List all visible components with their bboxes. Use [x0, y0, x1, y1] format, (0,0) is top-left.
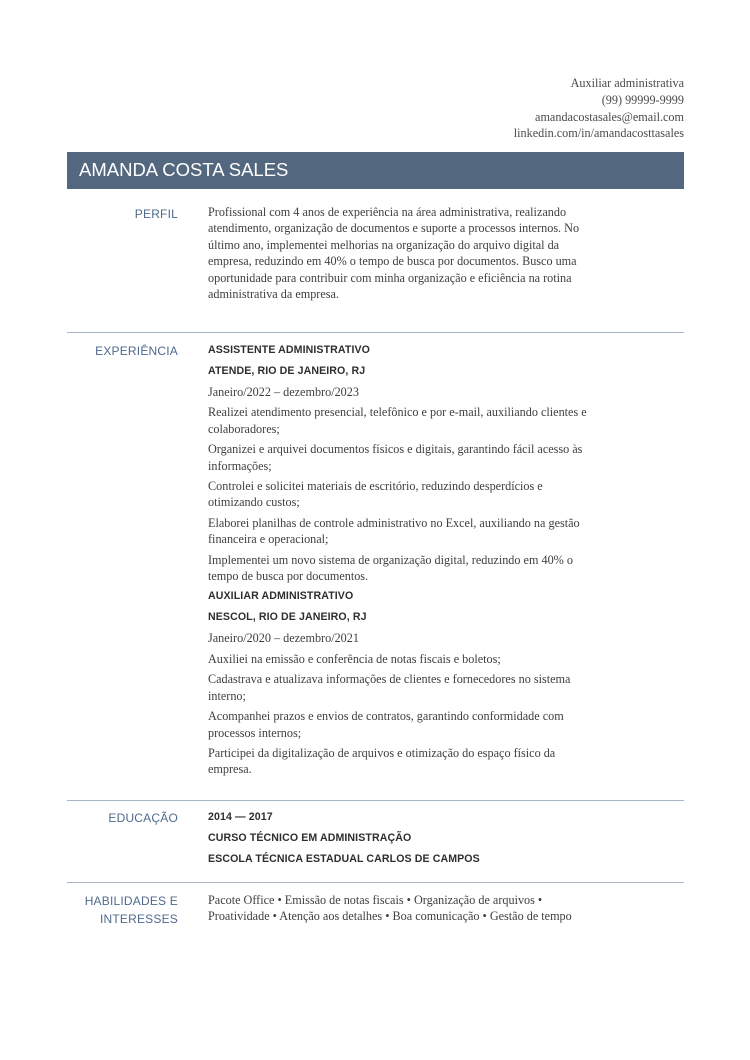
education-course: CURSO TÉCNICO EM ADMINISTRAÇÃO — [208, 832, 412, 844]
job-bullet: Cadastrava e atualizava informações de clientes e fornecedores no sistema interno; — [208, 672, 571, 703]
divider-profile — [67, 332, 684, 333]
job-entry — [208, 588, 590, 777]
education-section — [208, 809, 590, 872]
education-years: 2014 — 2017 — [208, 811, 273, 823]
section-label-skills-line2: INTERESSES — [99, 912, 178, 926]
job-title: AUXILIAR ADMINISTRATIVO — [208, 590, 354, 603]
job-title: ASSISTENTE ADMINISTRATIVO — [208, 344, 371, 356]
job-bullet: Acompanhei prazos e envios de contratos, garantindo conformidade com processos internos; — [208, 709, 564, 740]
job-role: Auxiliar administrativa — [570, 76, 684, 90]
job-bullet: Controlei e solicitei materiais de escritório, reduzindo desperdícios e otimizando custos; — [208, 479, 543, 510]
section-label-skills — [67, 892, 178, 928]
profile-section — [208, 204, 588, 302]
section-label-experience: EXPERIÊNCIA — [95, 344, 178, 358]
email-address: amandacostasales@email.com — [535, 109, 684, 124]
education-school: ESCOLA TÉCNICA ESTADUAL CARLOS DE CAMPOS — [208, 853, 480, 865]
section-label-education: EDUCAÇÃO — [108, 811, 178, 825]
divider-education — [67, 882, 684, 883]
job-dates: Janeiro/2020 – dezembro/2021 — [208, 631, 359, 646]
job-bullet: Realizei atendimento presencial, telefônico e por e-mail, auxiliando clientes e colaboradores; — [208, 405, 587, 436]
job-bullet: Organizei e arquivei documentos físicos e digitais, garantindo fácil acesso às informações; — [208, 442, 583, 473]
linkedin-url: linkedin.com/in/amandacosttasales — [513, 126, 684, 141]
profile-text: Profissional com 4 anos de experiência na área administrativa, realizando atendimento, organização de documentos e suporte a processos internos. No último ano, implementei melhorias na organização do arquivo digital da empresa, reduzindo em 40% o tempo de busca por documentos. Busco uma oportunidade para contribuir com minha organização e eficiência na rotina administrativa da empresa. — [208, 205, 580, 302]
skills-section — [208, 892, 580, 925]
divider-experience — [67, 800, 684, 801]
job-entry — [208, 342, 590, 584]
skills-text: Pacote Office • Emissão de notas fiscais • Organização de arquivos • Proatividade • Atenção aos detalhes • Boa comunicação • Gestão de tempo — [208, 893, 572, 924]
job-bullet: Implementei um novo sistema de organização digital, reduzindo em 40% o tempo de busca por documentos. — [208, 552, 573, 584]
experience-section — [208, 342, 590, 782]
section-label-skills-line1: HABILIDADES E — [84, 894, 178, 908]
section-label-profile: PERFIL — [134, 207, 178, 221]
job-company: NESCOL, RIO DE JANEIRO, RJ — [208, 611, 367, 624]
job-bullet: Participei da digitalização de arquivos e otimização do espaço físico da empresa. — [208, 745, 556, 777]
name-banner — [67, 152, 684, 189]
contact-info — [514, 75, 684, 142]
job-bullet: Auxiliei na emissão e conferência de notas fiscais e boletos; — [208, 651, 501, 666]
job-company: ATENDE, RIO DE JANEIRO, RJ — [208, 365, 366, 377]
job-dates: Janeiro/2022 – dezembro/2023 — [208, 385, 359, 399]
candidate-name: AMANDA COSTA SALES — [79, 159, 289, 180]
job-bullet: Elaborei planilhas de controle administrativo no Excel, auxiliando na gestão financeira e operacional; — [208, 515, 580, 547]
phone-number: (99) 99999-9999 — [601, 92, 684, 107]
